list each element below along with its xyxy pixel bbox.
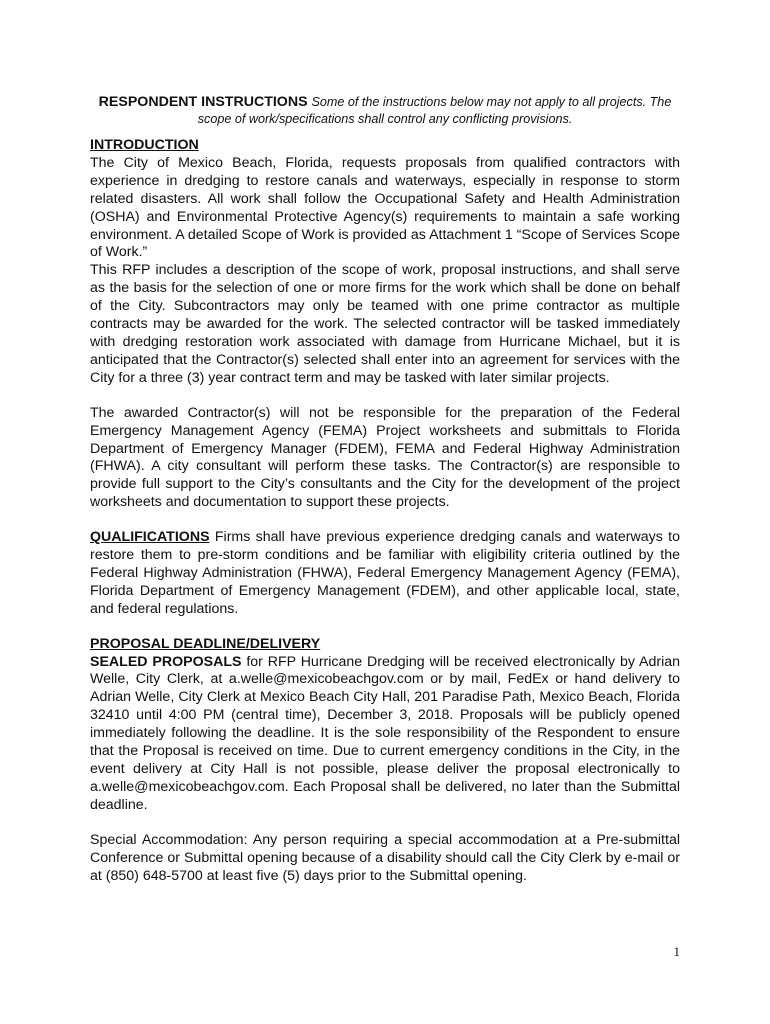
introduction-heading: INTRODUCTION [90,137,199,153]
introduction-paragraph-1: The City of Mexico Beach, Florida, requests proposals from qualified contractors with experience in dredging to restore canals and waterways, especially in response to storm related disasters. All work shall follow the Occupational Safety and Health Administration (OSHA) and Environmental Protective Agency(s) requirements to maintain a safe working environment. A detailed Scope of Work is provided as Attachment 1 “Scope of Services Scope of Work.” [90,154,680,261]
header-title: RESPONDENT INSTRUCTIONS [98,94,308,110]
qualifications-heading: QUALIFICATIONS [90,529,210,546]
qualifications-text: Firms shall have previous experience dredging canals and waterways to restore them to pre-storm conditions and be familiar with eligibility criteria outlined by the Federal Highway Administration (FHWA), Federal Emergency Management Agency (FEMA), Florida Department of Emergency Management (FDEM), and other applicable local, state, and federal regulations. [90,529,680,617]
respondent-instructions-header [90,94,680,127]
header-note: Some of the instructions below may not apply to all projects. The scope of work/specifications shall control any conflicting provisions. [197,95,672,126]
special-accommodation-paragraph: Special Accommodation: Any person requiring a special accommodation at a Pre-submittal Conference or Submittal opening because of a disability should call the City Clerk by e-mail or at (850) 648-5700 at least five (5) days prior to the Submittal opening. [90,831,680,884]
deadline-text: for RFP Hurricane Dredging will be received electronically by Adrian Welle, City Clerk, at a.welle@mexicobeachgov.com or by mail, FedEx or hand delivery to Adrian Welle, City Clerk at Mexico Beach City Hall, 201 Paradise Path, Mexico Beach, Florida 32410 until 4:00 PM (central time), December 3, 2018. Proposals will be publicly opened immediately following the deadline. It is the sole responsibility of the Respondent to ensure that the Proposal is received on time. Due to current emergency conditions in the City, in the event delivery at City Hall is not possible, please deliver the proposal electronically to a.welle@mexicobeachgov.com. Each Proposal shall be delivered, no later than the Submittal deadline. [90,653,681,813]
introduction-paragraph-2: This RFP includes a description of the scope of work, proposal instructions, and shall serve as the basis for the selection of one or more firms for the work which shall be done on behalf of the City. Subcontractors may only be teamed with one prime contractor as multiple contracts may be awarded for the work. The selected contractor will be tasked immediately with dredging restoration work associated with damage from Hurricane Michael, but it is anticipated that the Contractor(s) selected shall enter into an agreement for services with the City for a three (3) year contract term and may be tasked with later similar projects. [90,262,680,386]
document-body [90,94,680,885]
deadline-heading: PROPOSAL DEADLINE/DELIVERY [90,635,321,652]
introduction-paragraph-3: The awarded Contractor(s) will not be responsible for the preparation of the Federal Emergency Management Agency (FEMA) Project worksheets and submittals to Florida Department of Emergency Manager (FDEM), FEMA and Federal Highway Administration (FHWA). A city consultant will perform these tasks. The Contractor(s) are responsible to provide full support to the City’s consultants and the City for the development of the project worksheets and documentation to support these projects. [90,404,680,511]
qualifications-paragraph [90,529,680,619]
page-number: 1 [673,944,680,959]
deadline-paragraph [90,654,680,815]
sealed-proposals-lead: SEALED PROPOSALS [90,653,242,670]
